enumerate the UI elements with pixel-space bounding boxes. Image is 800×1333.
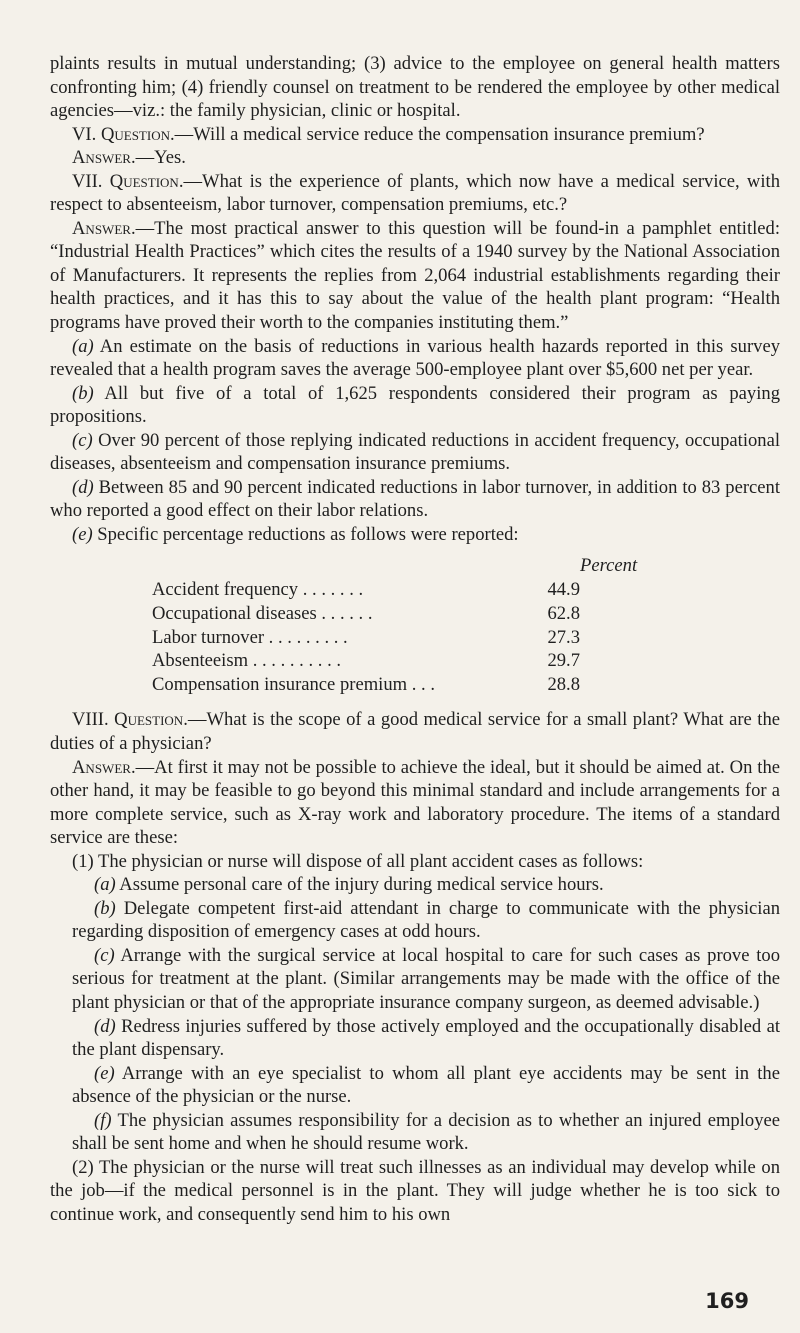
subitem-e [50,1062,780,1109]
row-label: Labor turnover . . . . . . . . . [152,626,348,648]
row-value: 44.9 [547,579,580,601]
table-row [50,602,780,626]
question-8 [50,708,780,755]
question-text: .—What is the experience of plants, which now have a medical service, with respect to absenteeism, labor turnover, compensation premiums, etc.? [50,170,780,216]
subitem-b [50,897,780,944]
point-e [50,523,780,547]
row-value: 28.8 [547,673,580,695]
question-number: VI. [72,123,97,145]
answer-7 [50,217,780,335]
subitem-text: Arrange with an eye specialist to whom all plant eye accidents may be sent in the absence of the physician or the nurse. [72,1062,780,1108]
table-row [50,626,780,650]
answer-8 [50,756,780,850]
row-label: Occupational diseases . . . . . . [152,603,373,625]
point-marker: (d) [72,476,94,498]
intro-paragraph: plaints results in mutual understanding; (3) advice to the employee on general health matters confronting him; (4) friendly counsel on treatment to be rendered the employee by other medical agencies—viz.: the family physician, clinic or hospital. [50,53,780,122]
row-value: 29.7 [547,650,580,672]
subitem-text: Redress injuries suffered by those actively employed and the occupationally disabled at the plant dispensary. [72,1015,780,1061]
point-marker: (a) [72,335,94,357]
point-text: Over 90 percent of those replying indicated reductions in accident frequency, occupational diseases, absenteeism and compensation insurance premiums. [50,429,780,475]
point-d [50,476,780,523]
subitem-marker: (d) [94,1015,116,1037]
subitem-f [50,1109,780,1156]
item-1: (1) The physician or nurse will dispose of all plant accident cases as follows: [72,850,644,872]
row-value: 62.8 [547,603,580,625]
question-text: .—What is the scope of a good medical service for a small plant? What are the duties of a physician? [50,709,780,754]
point-text: An estimate on the basis of reductions in various health hazards reported in this survey revealed that a health program saves the average 500-employee plant over $5,600 net per year. [50,335,780,381]
point-marker: (c) [72,429,93,451]
subitem-a [50,873,780,897]
subitem-marker: (e) [94,1062,115,1084]
point-marker: (b) [72,382,94,404]
question-number: VII. [72,170,103,192]
answer-text: .—The most practical answer to this question will be found-in a pamphlet entitled: “Industrial Health Practices” which cites the results of a 1940 survey by the National Association of Manufacturers. It represents the replies from 2,064 industrial establishments regarding their health practices, and it has this to say about the value of the health plant program: “Health programs have proved their worth to the companies instituting them.” [50,217,780,334]
point-b [50,382,780,429]
question-7 [50,170,780,217]
subitem-text: Assume personal care of the injury during medical service hours. [115,874,604,896]
row-label: Accident frequency . . . . . . . [152,579,364,601]
row-label: Absenteeism . . . . . . . . . . [152,650,342,672]
answer-6 [50,146,780,170]
subitem-d [50,1015,780,1062]
subitem-marker: (c) [94,944,115,966]
item-2: (2) The physician or the nurse will treat such illnesses as an individual may develop while on the job—if the medical personnel is in the plant. They will judge whether he is too sick to continue work, and consequently send him to his own [50,1156,780,1225]
subitem-text: Arrange with the surgical service at local hospital to care for such cases as prove too serious for treatment at the plant. (Similar arrangements may be made with the office of the plant physician or that of the appropriate insurance company surgeon, as deemed advisable.) [72,944,780,1014]
row-label: Compensation insurance premium . . . [152,673,435,695]
question-label: Question [100,123,170,145]
table-row [50,578,780,602]
table-header-percent: Percent [580,555,638,577]
question-number: VIII. [72,709,109,731]
point-text: All but five of a total of 1,625 respondents considered their program as paying propositions. [50,382,780,428]
table-row [50,673,780,697]
point-text: Between 85 and 90 percent indicated reductions in labor turnover, in addition to 83 percent who reported a good effect on their labor relations. [50,476,780,522]
point-c [50,429,780,476]
row-value: 27.3 [547,626,580,648]
body-text [50,52,780,1226]
point-marker: (e) [72,523,93,545]
answer-label: Answer [72,147,131,169]
table-row [50,649,780,673]
subitem-marker: (b) [94,897,116,919]
subitem-c [50,944,780,1015]
point-a [50,335,780,382]
subitem-marker: (a) [94,874,116,896]
point-text: Specific percentage reductions as follows were reported: [92,523,519,545]
answer-label: Answer [72,217,131,239]
page-number: 169 [705,1289,749,1313]
subitem-text: Delegate competent first-aid attendant in charge to communicate with the physician regarding disposition of emergency cases at odd hours. [72,897,780,943]
answer-label: Answer [72,756,131,778]
answer-text: .—At first it may not be possible to achieve the ideal, but it should be aimed at. On the other hand, it may be feasible to go beyond this minimal standard and include arrangements for a more complete service, such as X-ray work and laboratory procedure. The items of a standard service are these: [50,756,780,849]
subitem-text: The physician assumes responsibility for a decision as to whether an injured employee shall be sent home and when he should resume work. [72,1109,780,1155]
subitem-marker: (f) [94,1109,112,1131]
answer-text: .—Yes. [130,147,186,169]
reductions-table [50,554,780,696]
question-text: .—Will a medical service reduce the compensation insurance premium? [169,123,705,145]
question-label: Question [109,170,179,192]
question-label: Question [114,709,184,731]
question-6 [50,123,780,147]
